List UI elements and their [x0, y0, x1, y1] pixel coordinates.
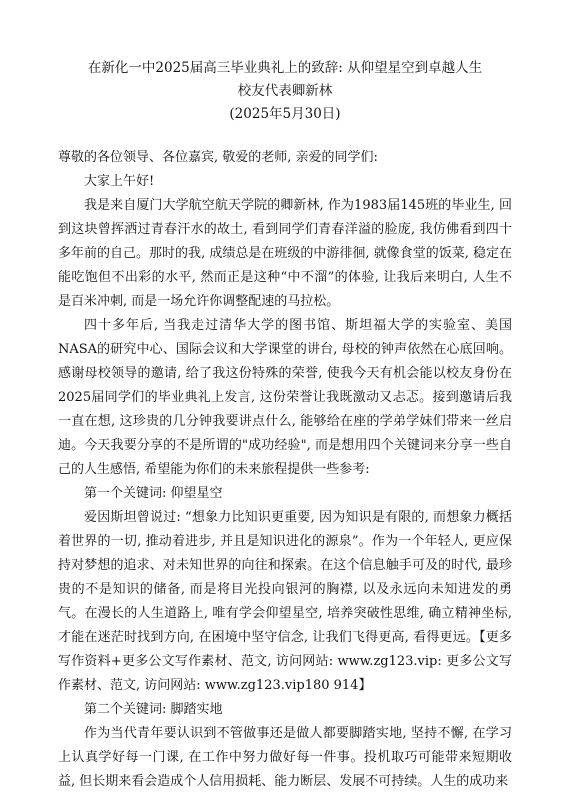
keyword-2-heading: 第二个关键词: 脚踏实地 — [84, 702, 223, 717]
document-author: 校友代表卿新林 — [237, 83, 333, 99]
paragraph-invitation: 四十多年后, 当我走过清华大学的图书馆、斯坦福大学的实验室、美国NASA的研究中心、国际会议和大学课堂的讲台, 母校的钟声依然在心底回响。感谢母校领导的邀请, 给了我这份特殊的荣誉, 使我今天有机会能以校友身份在2025届同学们的毕业典礼上发言, 这份荣誉让我既激动又忐忑。接到邀请后我一直在想, 这珍贵的几分钟我要讲点什么, 能够给在座的学弟学妹们带来一丝启迪。今天我要分享的不是所谓的"成功经验", 而是想用四个关键词来分享一些自己的人生感悟, 希望能为你们的未来旅程提供一些参考: — [58, 318, 512, 477]
keyword-1-heading: 第一个关键词: 仰望星空 — [84, 486, 223, 501]
document-date: (2025年5月30日) — [229, 106, 341, 122]
document-title: 在新化一中2025届高三毕业典礼上的致辞: 从仰望星空到卓越人生 — [87, 60, 483, 76]
salutation: 尊敬的各位领导、各位嘉宾, 敬爱的老师, 亲爱的同学们: — [58, 150, 378, 165]
greeting: 大家上午好! — [84, 174, 155, 189]
paragraph-keyword-1: 爱因斯坦曾说过: “想象力比知识更重要, 因为知识是有限的, 而想象力概括着世界的一切, 推动着进步, 并且是知识进化的源泉”。作为一个年轻人, 更应保持对梦想的追求、对未知世界的向往和探索。在这个信息触手可及的时代, 最珍贵的不是知识的储备, 而是将目光投向银河的胸襟, 以及永远向未知进发的勇气。在漫长的人生道路上, 唯有学会仰望星空, 培养突破性思维, 确立精神坐标, 才能在迷茫时找到方向, 在困境中坚守信念, 让我们飞得更高, 看得更远。【更多写作资料+更多公文写作素材、范文, 访问网站: www.zg123.vip: 更多公文写作素材、范文, 访问网站: www.zg123.vip180 914】 — [58, 510, 512, 693]
paragraph-intro: 我是来自厦门大学航空航天学院的卿新林, 作为1983届145班的毕业生, 回到这块曾挥洒过青春汗水的故土, 看到同学们青春洋溢的脸庞, 我仿佛看到四十多年前的自己。那时的我, 成绩总是在班级的中游徘徊, 就像食堂的饭菜, 稳定在能吃饱但不出彩的水平, 然而正是这种“中不溜”的体验, 让我后来明白, 人生不是百米冲刺, 而是一场允许你调整配速的马拉松。 — [58, 198, 512, 309]
paragraph-keyword-2: 作为当代青年要认识到不管做事还是做人都要脚踏实地, 坚持不懈, 在学习上认真学好每一门课, 在工作中努力做好每一件事。投机取巧可能带来短期收益, 但长期来看会造成个人信用损耗、能力断层、发展不可持续。人生的成功来 — [58, 726, 512, 789]
document-body — [58, 146, 512, 794]
